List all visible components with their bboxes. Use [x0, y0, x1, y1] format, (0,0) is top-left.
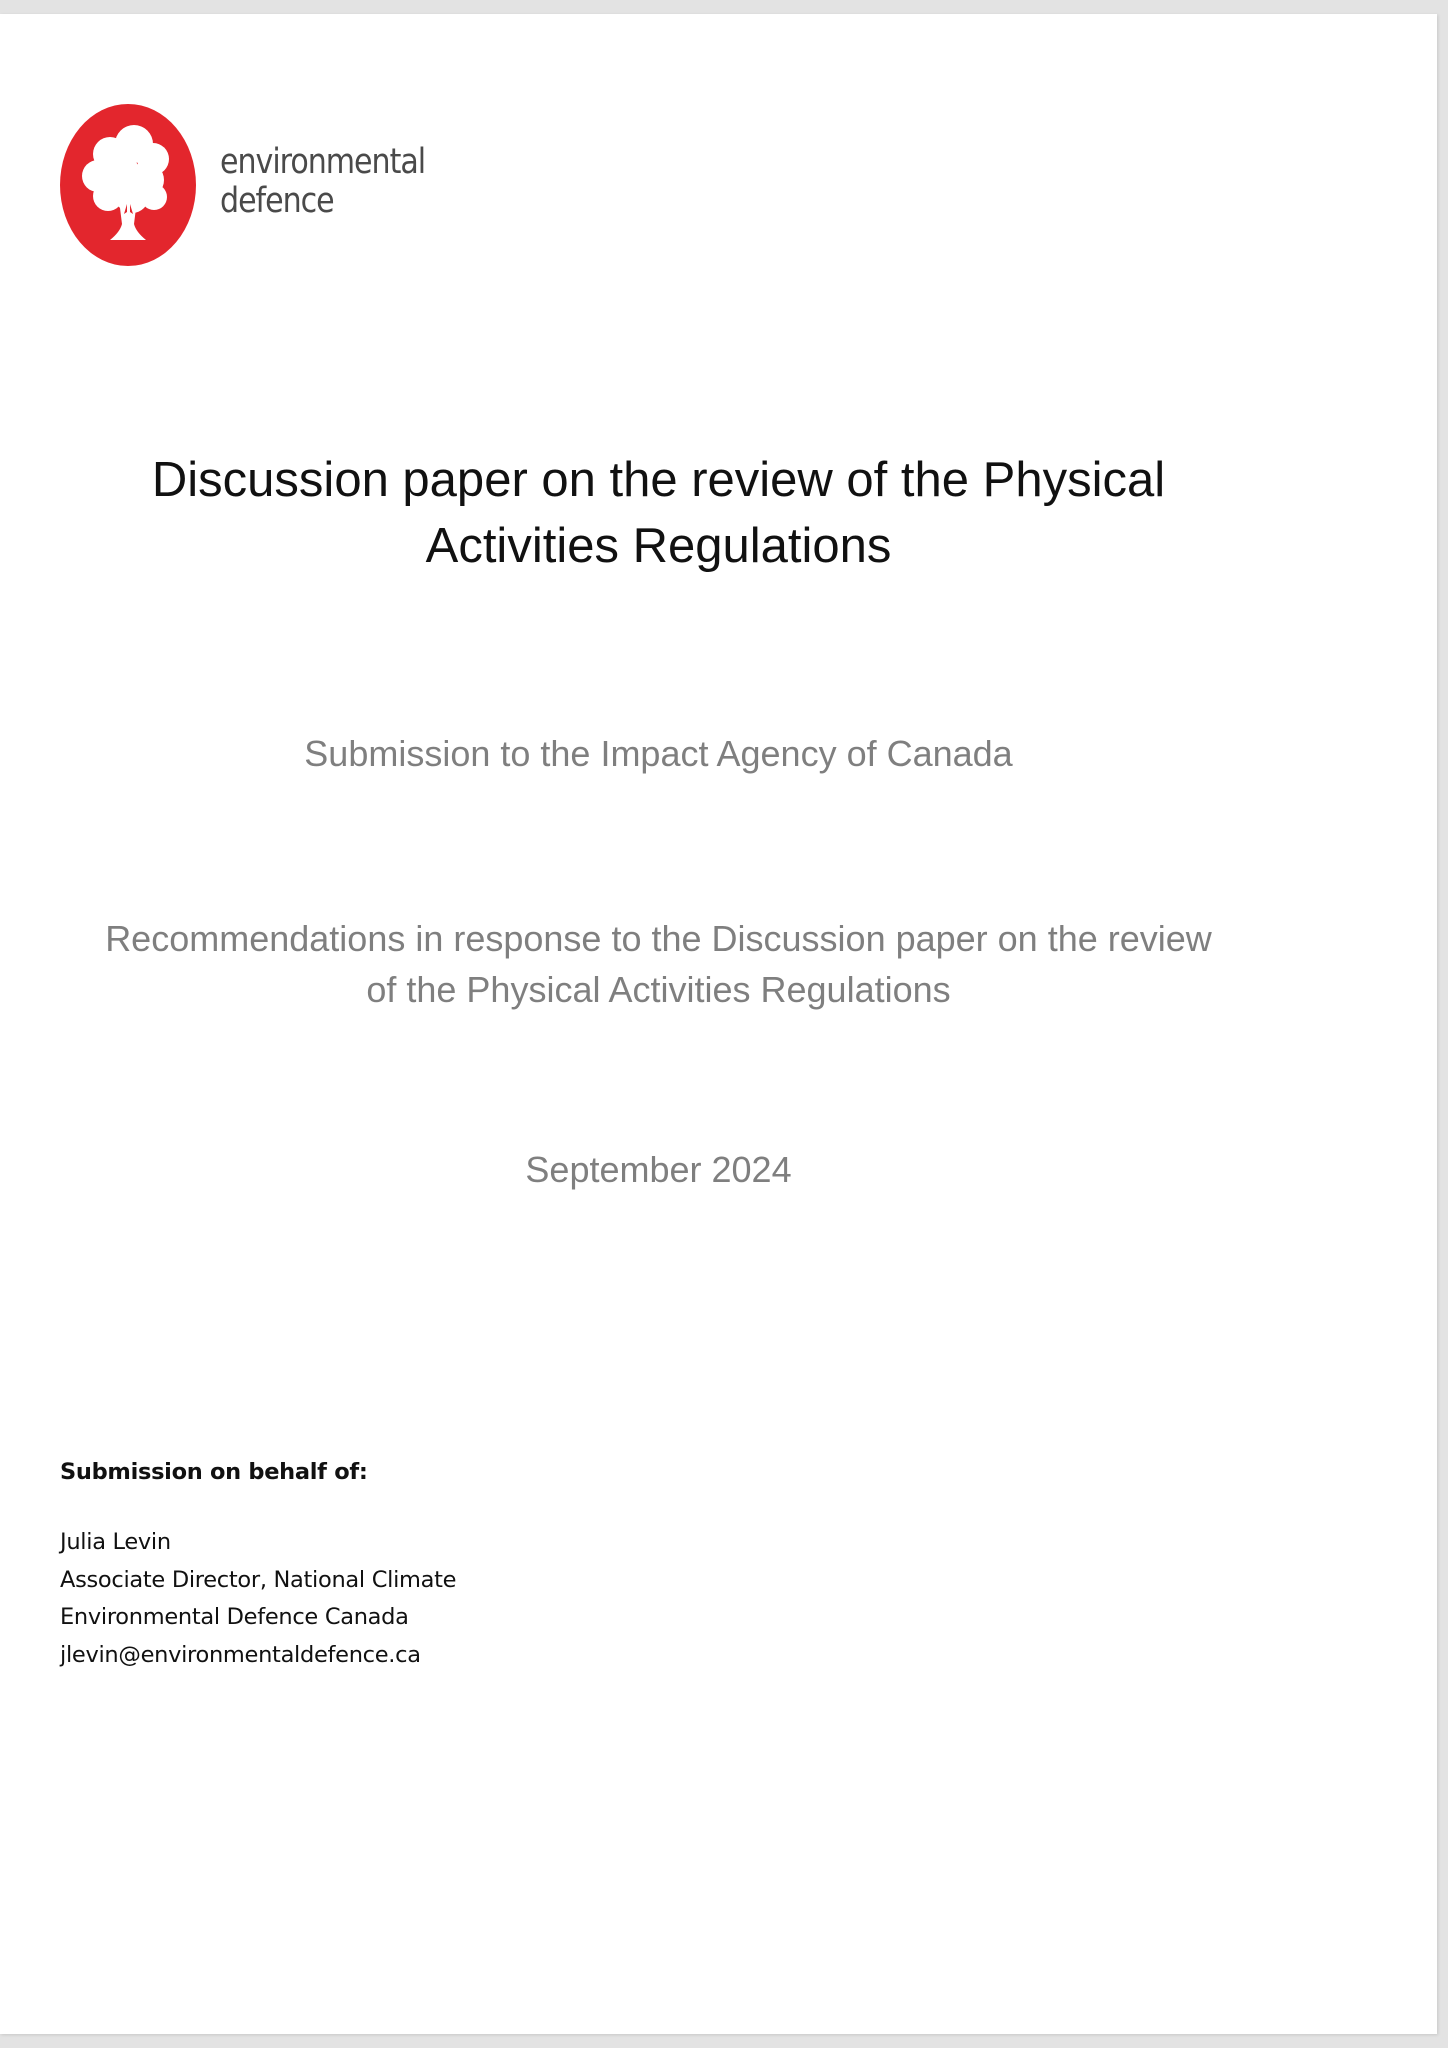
document-title [40, 447, 1277, 579]
tree-icon [60, 104, 196, 266]
submission-date: September 2024 [525, 1149, 792, 1190]
logo-wordmark-line1: environmental [220, 142, 426, 182]
document-page [0, 14, 1437, 2034]
recommendations-line1: Recommendations in response to the Discussion paper on the review [105, 918, 1212, 959]
document-title-line1: Discussion paper on the review of the Physical [151, 453, 1166, 507]
recommendations-line2: of the Physical Activities Regulations [366, 969, 951, 1010]
organization-logo [60, 104, 458, 266]
contact-name: Julia Levin [60, 1529, 171, 1555]
contact-position: Associate Director, National Climate [60, 1566, 457, 1593]
contact-organization: Environmental Defence Canada [60, 1604, 409, 1630]
logo-wordmark [220, 143, 425, 221]
contact-heading: Submission on behalf of: [60, 1459, 368, 1485]
recommendations-summary [40, 913, 1277, 1015]
contact-email[interactable]: jlevin@environmentaldefence.ca [60, 1641, 421, 1668]
document-title-line2: Activities Regulations [425, 519, 892, 573]
logo-wordmark-line2: defence [220, 181, 334, 221]
submission-subtitle: Submission to the Impact Agency of Canada [304, 733, 1013, 774]
contact-block [60, 1457, 456, 1674]
